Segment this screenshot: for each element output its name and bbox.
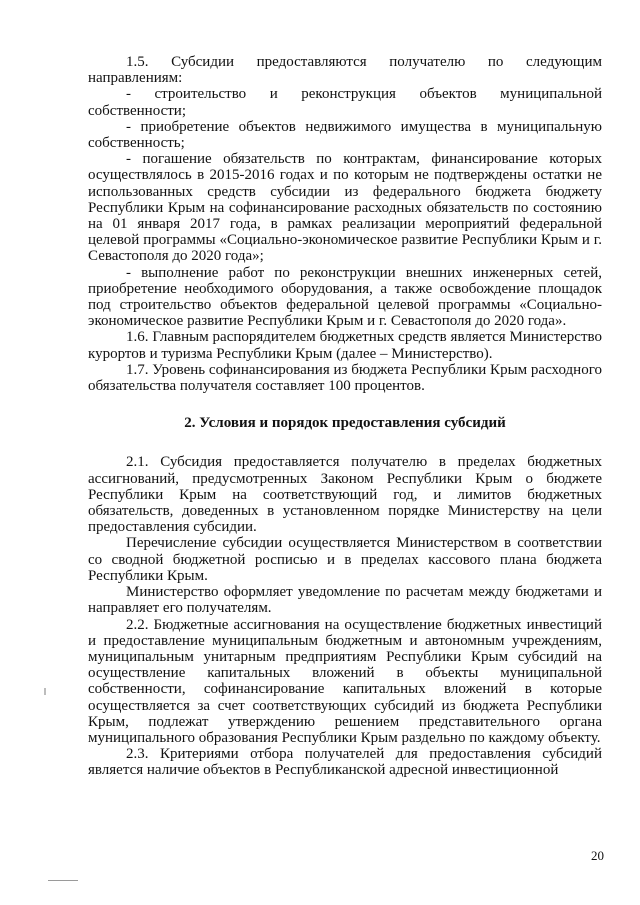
bullet-construction: - строительство и реконструкция объектов муниципальной собственности; [88,86,602,119]
paragraph-2-1: 2.1. Субсидия предоставляется получателю в пределах бюджетных ассигнований, предусмотренных Законом Республики Крым о бюджете Республики Крым на соответствующий год, и лимитов бюджетных обязательств, доведенных в установленном порядке Министерству на цели предоставления субсидии. [88,454,602,536]
section-2-heading: 2. Условия и порядок предоставления субсидий [184,415,506,432]
paragraph-2-3: 2.3. Критериями отбора получателей для предоставления субсидий является наличие объектов в Республиканской адресной инвестиционной [88,746,602,779]
bullet-property-acquisition: - приобретение объектов недвижимого имущества в муниципальную собственность; [88,118,602,152]
paragraph-2-2: 2.2. Бюджетные ассигнования на осуществление бюджетных инвестиций и предоставление муниципальным бюджетным и автономным учреждениям, муниципальным унитарным предприятиям Республики Крым субсидий на осуществление капитальных вложений в объекты муниципальной собственности, софинансирование капитальных вложений в которые осуществляется за счет соответствующих субсидий из бюджета Республики Крым, подлежат утверждению решением представительного органа муниципального образования Республики Крым раздельно по каждому объекту. [88,616,602,746]
page-number: 20 [591,848,604,863]
bullet-contract-obligations: - погашение обязательств по контрактам, финансирование которых осуществлялось в 2015-2016 годах и по которым не подтверждены остатки не использованных средств субсидии из федерального бюджета бюджету Республики Крым на софинансирование расходных обязательств по состоянию на 01 января 2017 года, в рамках реализации мероприятий федеральной целевой программы «Социально-экономическое развитие Республики Крым и г. Севастополя до 2020 года»; [88,151,602,265]
paragraph-transfer: Перечисление субсидии осуществляется Министерством в соответствии со сводной бюджетной росписью и в пределах кассового плана бюджета Республики Крым. [88,535,602,584]
document-body [88,54,602,779]
paragraph-notification: Министерство оформляет уведомление по расчетам между бюджетами и направляет его получателям. [88,584,602,617]
bullet-engineering-networks: - выполнение работ по реконструкции внешних инженерных сетей, приобретение необходимого оборудования, а также освобождение площадок под строительство объектов федеральной целевой программы «Социально-экономическое развитие Республики Крым и г. Севастополя до 2020 года». [88,264,602,330]
scan-artifact-line [48,880,78,881]
scan-artifact-tick [44,688,46,695]
paragraph-1-5: 1.5. Субсидии предоставляются получателю по следующим направлениям: [88,54,602,87]
paragraph-1-7: 1.7. Уровень софинансирования из бюджета Республики Крым расходного обязательства получателя составляет 100 процентов. [88,361,602,395]
paragraph-1-6: 1.6. Главным распорядителем бюджетных средств является Министерство курортов и туризма Республики Крым (далее – Министерство). [88,329,602,362]
